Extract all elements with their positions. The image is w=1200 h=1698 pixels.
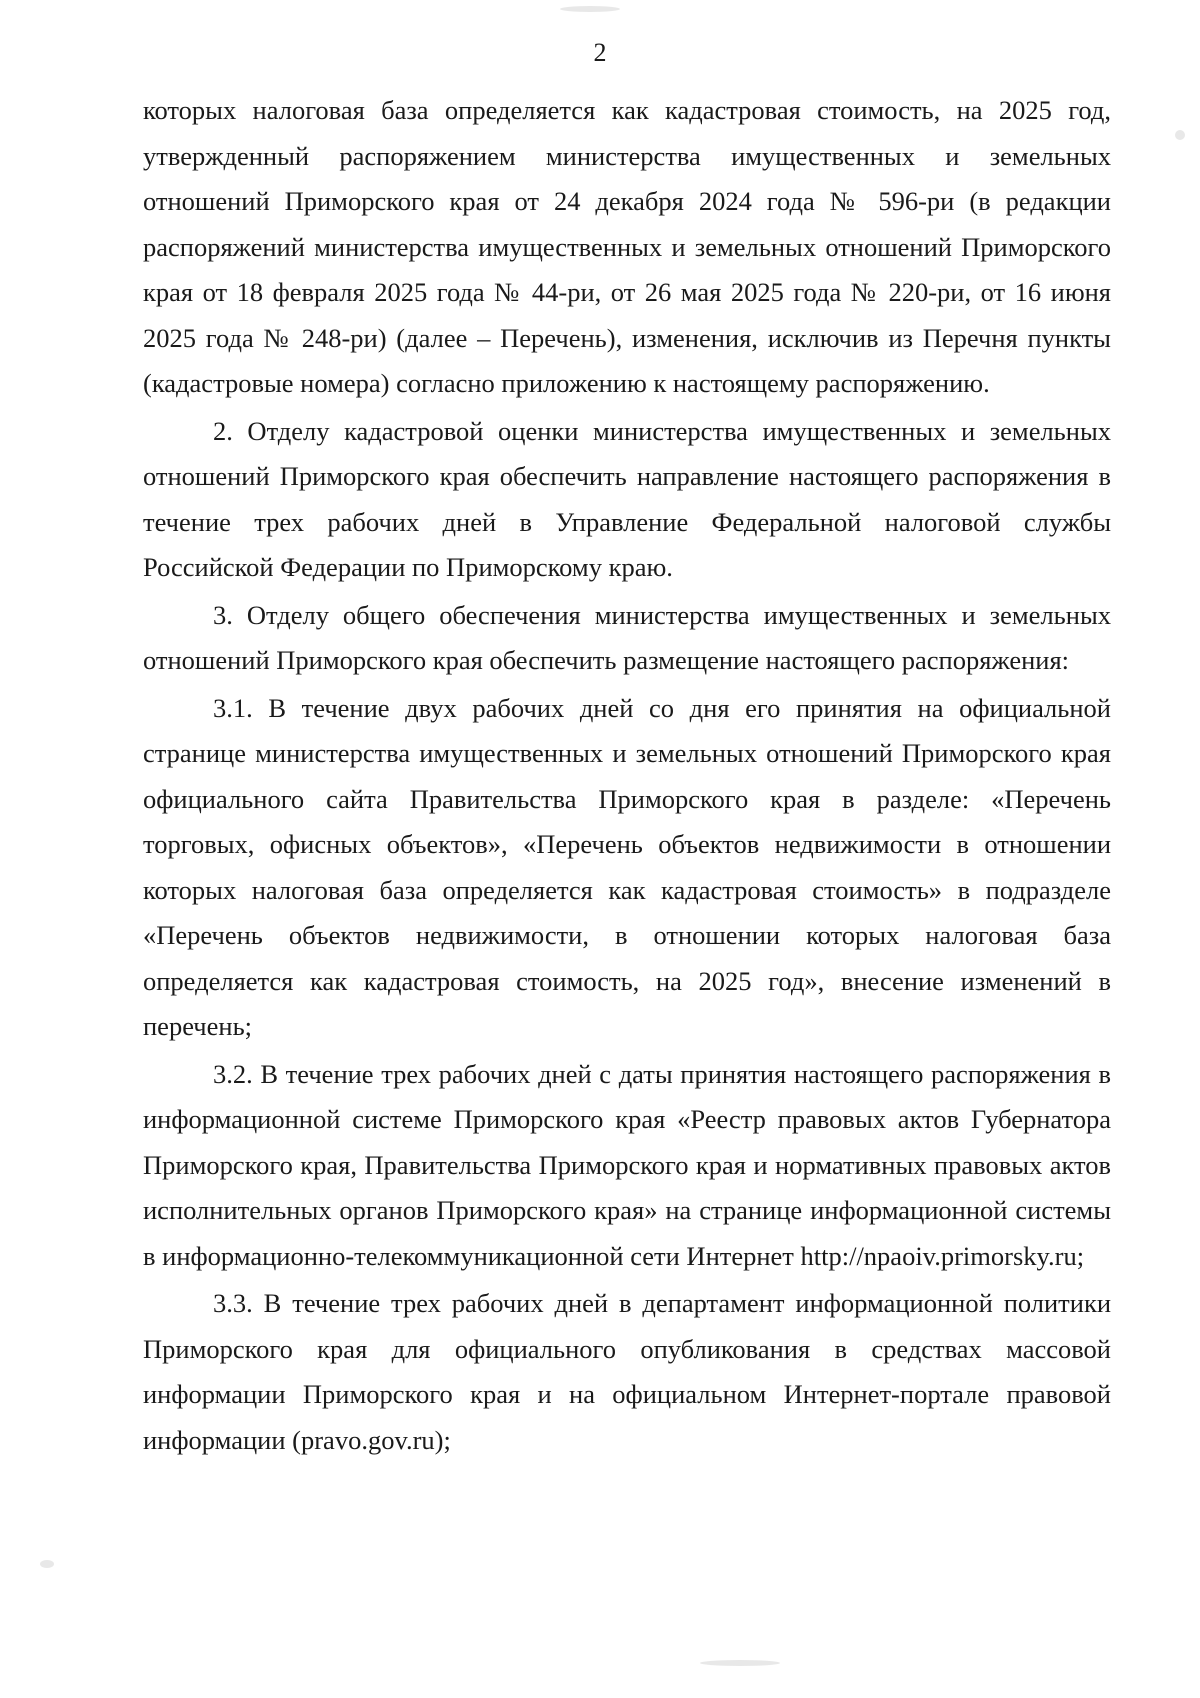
document-body bbox=[143, 88, 1111, 1463]
paragraph-3-1: 3.1. В течение двух рабочих дней со дня его принятия на официальной странице министерства имущественных и земельных отношений Приморского края официального сайта Правительства Приморского края в разделе: «Перечень торговых, офисных объектов», «Перечень объектов недвижимости в отношении которых налоговая база определяется как кадастровая стоимость» в подразделе «Перечень объектов недвижимости, в отношении которых налоговая база определяется как кадастровая стоимость, на 2025 год», внесение изменений в перечень; bbox=[143, 692, 1111, 1041]
scan-artifact bbox=[1175, 130, 1185, 140]
paragraph-3: 3. Отделу общего обеспечения министерства имущественных и земельных отношений Приморского края обеспечить размещение настоящего распоряжения: bbox=[143, 599, 1111, 675]
paragraph-3-2: 3.2. В течение трех рабочих дней с даты принятия настоящего распоряжения в информационной системе Приморского края «Реестр правовых актов Губернатора Приморского края, Правительства Приморского края и нормативных правовых актов исполнительных органов Приморского края» на странице информационной системы в информационно-телекоммуникационной сети Интернет http://npaoiv.primorsky.ru; bbox=[143, 1058, 1111, 1271]
paragraph-3-3: 3.3. В течение трех рабочих дней в департамент информационной политики Приморского края для официального опубликования в средствах массовой информации Приморского края и на официальном Интернет-портале правовой информации (pravo.gov.ru); bbox=[143, 1288, 1111, 1455]
scan-artifact bbox=[560, 6, 620, 12]
scan-artifact bbox=[40, 1560, 54, 1568]
scan-artifact bbox=[700, 1660, 780, 1666]
paragraph-2: 2. Отделу кадастровой оценки министерства имущественных и земельных отношений Приморского края обеспечить направление настоящего распоряжения в течение трех рабочих дней в Управление Федеральной налоговой службы Российской Федерации по Приморскому краю. bbox=[143, 415, 1111, 582]
paragraph-continuation: которых налоговая база определяется как кадастровая стоимость, на 2025 год, утвержденный распоряжением министерства имущественных и земельных отношений Приморского края от 24 декабря 2024 года № 596-ри (в редакции распоряжений министерства имущественных и земельных отношений Приморского края от 18 февраля 2025 года № 44-ри, от 26 мая 2025 года № 220-ри, от 16 июня 2025 года № 248-ри) (далее – Перечень), изменения, исключив из Перечня пункты (кадастровые номера) согласно приложению к настоящему распоряжению. bbox=[143, 95, 1111, 398]
page-number: 2 bbox=[593, 38, 607, 67]
